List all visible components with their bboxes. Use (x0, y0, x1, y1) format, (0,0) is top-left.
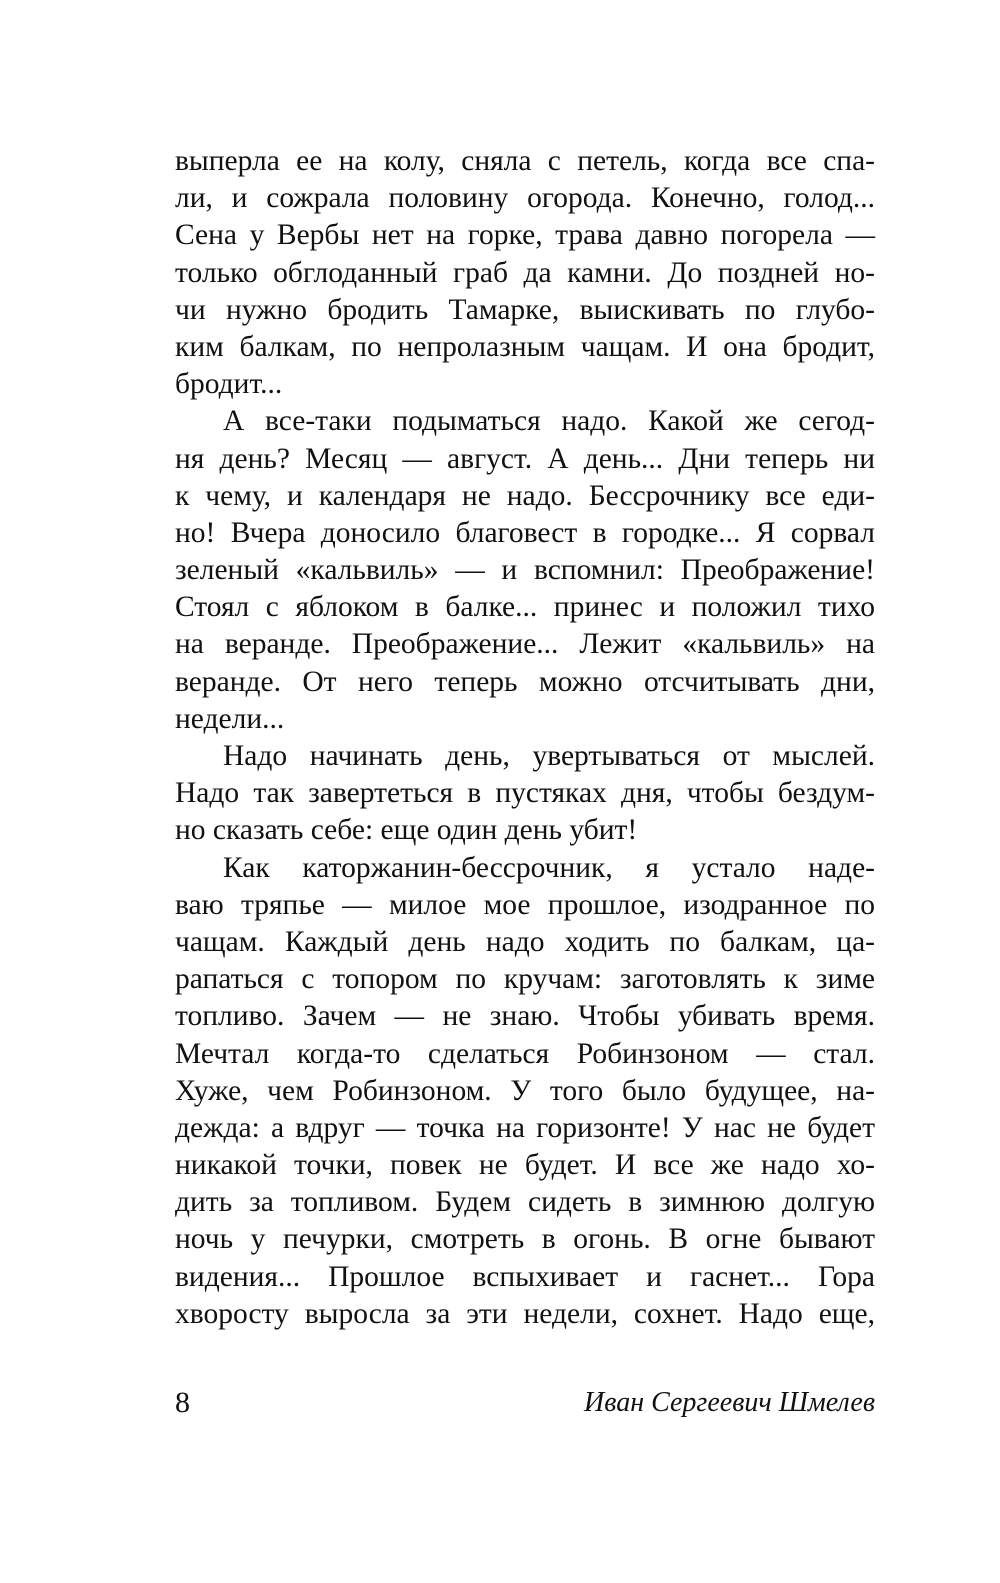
text-line: зеленый «кальвиль» — и вспомнил: Преображение! (175, 554, 875, 587)
paragraph-first-line: Как каторжанин-бессрочник, я устало наде- (223, 851, 875, 884)
text-line: ня день? Месяц — август. А день... Дни теперь ни (175, 442, 875, 475)
paragraph-first-line: Надо начинать день, увертываться от мыслей. (223, 740, 875, 772)
text-line: только обглоданный граб да камни. До поздней но- (175, 256, 875, 289)
running-author: Иван Сергеевич Шмелев (584, 1387, 875, 1418)
text-line: дежда: а вдруг — точка на горизонте! У нас не будет (175, 1111, 875, 1144)
text-line: на веранде. Преображение... Лежит «кальвиль» на (175, 628, 875, 661)
text-line: Надо так завертеться в пустяках дня, чтобы бездум- (175, 777, 875, 810)
text-line: Стоял с яблоком в балке... принес и положил тихо (175, 591, 875, 624)
text-line: видения... Прошлое вспыхивает и гаснет... Гора (175, 1260, 875, 1293)
body-text (175, 143, 875, 1333)
text-line: но сказать себе: еще один день убит! (175, 814, 638, 847)
text-line: но! Вчера доносило благовест в городке... Я сорвал (175, 516, 875, 549)
paragraph-first-line: А все-таки подыматься надо. Какой же сегод- (223, 405, 875, 438)
page-footer (175, 1383, 875, 1423)
text-line: ким балкам, по непролазным чащам. И она бродит, (175, 330, 875, 363)
text-line: дить за топливом. Будем сидеть в зимнюю долгую (175, 1186, 875, 1219)
text-line: никакой точки, повек не будет. И все же надо хо- (175, 1149, 875, 1182)
text-line: ночь у печурки, смотреть в огонь. В огне бывают (175, 1223, 875, 1256)
text-line: Мечтал когда-то сделаться Робинзоном — стал. (175, 1037, 875, 1070)
text-line: веранде. От него теперь можно отсчитывать дни, (175, 665, 875, 698)
text-line: чи нужно бродить Тамарке, выискивать по глубо- (175, 293, 875, 326)
text-line: топливо. Зачем — не знаю. Чтобы убивать время. (175, 1000, 875, 1033)
text-line: хворосту выросла за эти недели, сохнет. Надо еще, (175, 1297, 875, 1330)
text-line: Сена у Вербы нет на горке, трава давно погорела — (175, 219, 875, 252)
text-line: к чему, и календаря не надо. Бессрочнику все еди- (175, 479, 875, 512)
text-line: чащам. Каждый день надо ходить по балкам, ца- (175, 925, 875, 958)
text-line: ли, и сожрала половину огорода. Конечно, голод... (175, 182, 875, 215)
text-line: бродит... (175, 368, 283, 401)
text-line: Хуже, чем Робинзоном. У того было будущее, на- (175, 1074, 875, 1107)
page-number: 8 (175, 1386, 190, 1419)
text-line: ваю тряпье — милое мое прошлое, изодранное по (175, 888, 875, 921)
text-line: выперла ее на колу, сняла с петель, когда все спа- (175, 145, 875, 177)
text-line: рапаться с топором по кручам: заготовлять к зиме (175, 963, 875, 996)
text-line: недели... (175, 702, 285, 735)
